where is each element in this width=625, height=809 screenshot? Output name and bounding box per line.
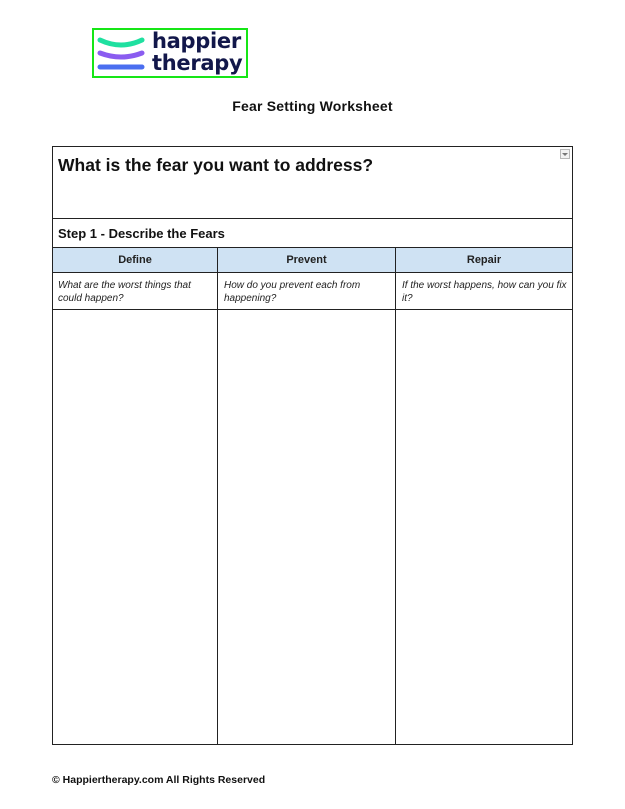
column-header-prevent: Prevent xyxy=(286,254,327,266)
dropdown-arrow-icon[interactable] xyxy=(560,149,570,159)
column-header-define: Define xyxy=(118,254,152,266)
fear-question-box[interactable] xyxy=(53,147,572,219)
answer-cell-prevent[interactable] xyxy=(218,310,395,744)
logo-wordmark xyxy=(152,30,242,74)
fear-question-label: What is the fear you want to address? xyxy=(58,155,374,175)
logo-line-2: therapy xyxy=(152,51,243,75)
logo-line-1: happier xyxy=(152,29,241,53)
step-row xyxy=(53,219,572,248)
answer-cell-define[interactable] xyxy=(53,310,217,744)
prompt-prevent: How do you prevent each from happening? xyxy=(224,280,361,304)
logo-stripes-icon xyxy=(96,32,146,76)
prompt-row xyxy=(53,273,572,310)
page-title: Fear Setting Worksheet xyxy=(232,98,393,114)
worksheet-table xyxy=(52,146,573,745)
step-label: Step 1 - Describe the Fears xyxy=(58,226,225,241)
brand-logo xyxy=(92,28,248,78)
prompt-define: What are the worst things that could happen? xyxy=(58,280,191,304)
copyright-footer: © Happiertherapy.com All Rights Reserved xyxy=(52,774,266,786)
column-header-repair: Repair xyxy=(466,254,502,266)
answer-cell-repair[interactable] xyxy=(396,310,572,744)
prompt-repair: If the worst happens, how can you fix it? xyxy=(402,280,567,304)
column-header-row xyxy=(53,248,572,273)
